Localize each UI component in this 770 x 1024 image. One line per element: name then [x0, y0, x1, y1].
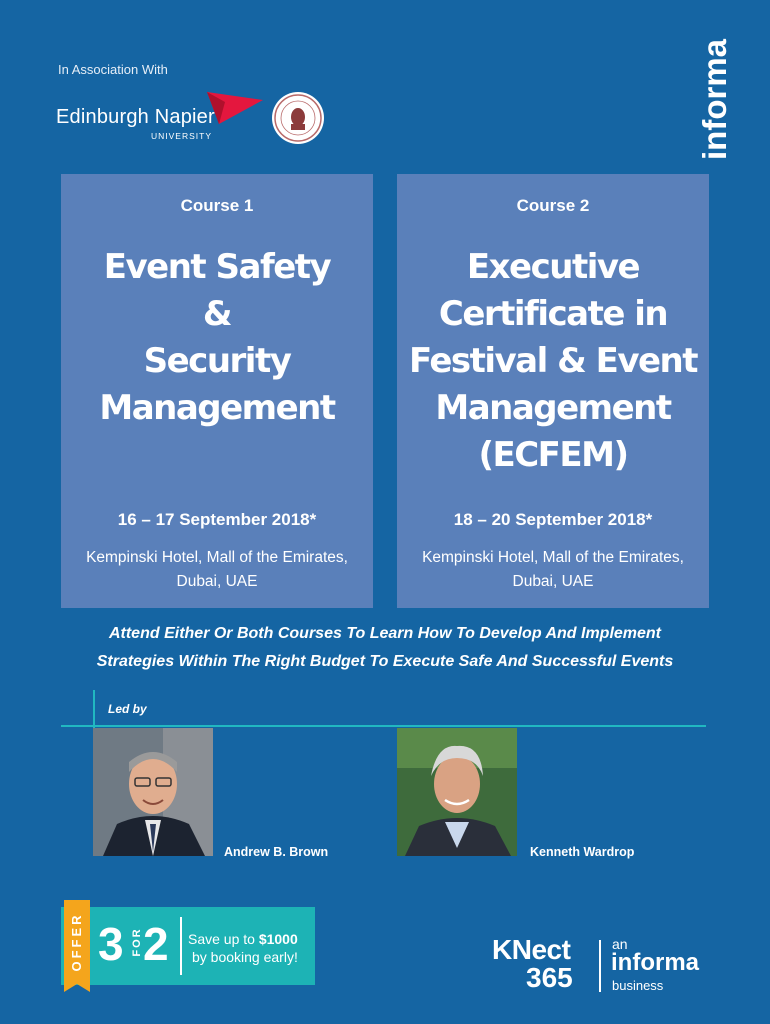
informa-logo-text: informa	[611, 949, 700, 976]
napier-logo-name: Edinburgh Napier	[56, 106, 215, 128]
informa-vertical-logo: informa	[696, 38, 733, 160]
logo-divider	[599, 940, 601, 992]
divider-vertical	[93, 690, 95, 728]
offer-save-text	[188, 930, 298, 966]
an-label: an	[612, 936, 628, 952]
offer-for-label: FOR	[131, 927, 143, 957]
course-title: Executive Certificate in Festival & Event Management (ECFEM)	[408, 247, 698, 475]
save-suffix: by booking early!	[192, 949, 298, 965]
offer-number-2: 2	[143, 918, 169, 970]
course-venue: Kempinski Hotel, Mall of the Emirates, Dubai, UAE	[86, 549, 348, 590]
offer-divider	[180, 917, 182, 975]
speaker-name-1: Andrew B. Brown	[224, 845, 329, 859]
business-label: business	[612, 978, 664, 993]
course-title: Event Safety & Security Management	[99, 247, 335, 428]
napier-flag-icon	[205, 88, 265, 126]
divider-horizontal	[61, 725, 706, 727]
knect-logo-number: 365	[526, 962, 573, 993]
course-dates: 16 – 17 September 2018*	[117, 510, 317, 529]
save-prefix: Save up to	[188, 931, 255, 947]
tagline: Attend Either Or Both Courses To Learn How To Develop And Implement Strategies Within The Right Budget To Execute Safe And Successful Events	[96, 625, 674, 670]
speaker-name-2: Kenneth Wardrop	[530, 845, 635, 859]
person-icon	[93, 728, 213, 856]
led-by-label: Led by	[108, 702, 147, 716]
course-venue: Kempinski Hotel, Mall of the Emirates, Dubai, UAE	[422, 549, 684, 590]
person-icon	[397, 728, 517, 856]
napier-logo-sub: UNIVERSITY	[151, 131, 213, 141]
university-seal-logo	[272, 92, 324, 144]
course-card-2	[397, 174, 709, 608]
course-card-1	[61, 174, 373, 608]
speaker-photo-2	[397, 728, 517, 856]
save-amount: $1000	[258, 931, 298, 947]
course-label: Course 2	[516, 196, 590, 215]
speaker-photo-1	[93, 728, 213, 856]
seal-emblem-icon	[272, 92, 324, 144]
course-dates: 18 – 20 September 2018*	[453, 510, 653, 529]
offer-number-3: 3	[98, 918, 124, 970]
offer-label: OFFER	[69, 912, 84, 972]
course-label: Course 1	[180, 196, 254, 215]
association-label: In Association With	[58, 62, 168, 77]
knect-logo-text: KNect	[492, 934, 571, 965]
